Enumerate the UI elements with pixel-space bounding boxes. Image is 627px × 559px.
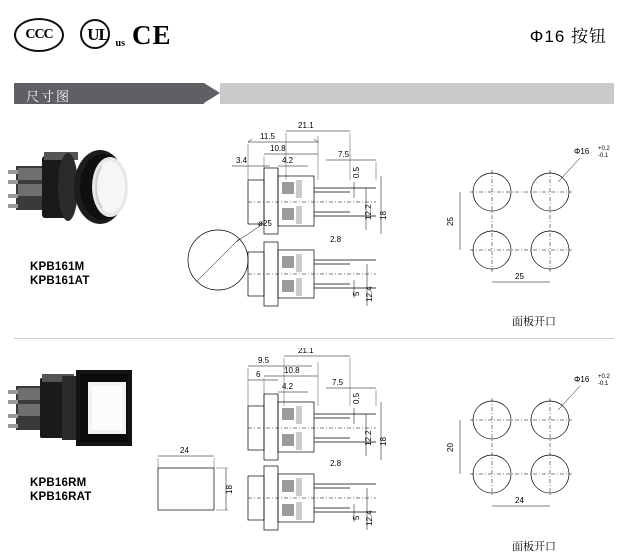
part-label-kpb16rat: KPB16RAT [30, 491, 92, 503]
section-banner [14, 83, 614, 104]
round-side-section-views [226, 120, 416, 320]
dim-0-5: 0.5 [352, 166, 361, 178]
dim-4-2: 4.2 [282, 156, 294, 165]
cutout-horizontal-pitch-b: 24 [515, 496, 524, 505]
cutout-hole-tol-upper-b: +0.2 [598, 374, 610, 380]
dim-12-2: 12.2 [364, 204, 373, 220]
dim-12-2-b: 12.2 [364, 430, 373, 446]
section-banner-light [220, 83, 614, 104]
ce-icon-label: CE [132, 19, 172, 50]
dim-2-8: 2.8 [330, 235, 342, 244]
dim-21-1: 21.1 [298, 121, 314, 130]
rect-side-section-views [226, 348, 416, 543]
dim-9-5: 9.5 [258, 356, 270, 365]
dim-21-1-b: 21.1 [298, 348, 314, 355]
dim-4-2-b: 4.2 [282, 382, 294, 391]
certification-marks [14, 18, 172, 52]
part-label-kpb16rm: KPB16RM [30, 477, 87, 489]
row-rect-button [0, 348, 627, 553]
part-label-kpb161at: KPB161AT [30, 275, 90, 287]
dim-10-8: 10.8 [270, 144, 286, 153]
panel-cutout-caption-1: 面板开口 [512, 316, 556, 328]
dim-0-5-b: 0.5 [352, 392, 361, 404]
dim-5: 5 [352, 291, 361, 296]
dim-12-4: 12.4 [365, 286, 374, 302]
row-round-button [0, 118, 627, 333]
dim-10-8-b: 10.8 [284, 366, 300, 375]
cutout-hole-label: Φ16 [574, 147, 590, 156]
dim-3-4: 3.4 [236, 156, 248, 165]
dim-18: 18 [379, 211, 388, 220]
cutout-hole-tol-upper: +0.2 [598, 146, 610, 152]
round-pushbutton-photo [8, 138, 183, 268]
cutout-vertical-pitch: 25 [446, 217, 455, 226]
ce-icon [132, 20, 172, 51]
page-title: Φ16 按钮 [529, 27, 607, 46]
ul-icon [77, 19, 125, 51]
cutout-vertical-pitch-b: 20 [446, 443, 455, 452]
dim-7-5-b: 7.5 [332, 378, 344, 387]
dim-18-b: 18 [379, 437, 388, 446]
cutout-hole-tol-lower-b: -0.1 [598, 381, 609, 387]
ul-icon-suffix: us [115, 38, 125, 49]
dim-11-5: 11.5 [260, 132, 275, 141]
section-banner-label: 尺寸图 [26, 89, 72, 104]
row-divider [14, 338, 614, 339]
section-banner-arrow [204, 83, 220, 103]
dim-2-8-b: 2.8 [330, 459, 342, 468]
panel-cutout-rect [440, 366, 620, 546]
dim-6: 6 [256, 370, 261, 379]
ccc-icon-label: CCC [25, 27, 53, 42]
dim-12-4-b: 12.4 [365, 510, 374, 526]
page-header [0, 0, 627, 62]
panel-cutout-caption-2: 面板开口 [512, 541, 556, 553]
cutout-hole-label-b: Φ16 [574, 375, 590, 384]
front-view-diameter-label: ø25 [258, 219, 272, 228]
front-view-height-label: 18 [225, 485, 234, 494]
dim-7-5: 7.5 [338, 150, 350, 159]
ul-icon-label: UL [87, 25, 109, 44]
panel-cutout-round [440, 140, 620, 320]
cutout-horizontal-pitch: 25 [515, 272, 524, 281]
part-label-group-1 [30, 260, 90, 288]
part-label-group-2 [30, 476, 91, 504]
front-view-width-label: 24 [180, 446, 189, 455]
dim-5-b: 5 [352, 515, 361, 520]
ccc-icon [14, 18, 64, 52]
cutout-hole-tol-lower: -0.1 [598, 153, 609, 159]
part-label-kpb161m: KPB161M [30, 261, 85, 273]
